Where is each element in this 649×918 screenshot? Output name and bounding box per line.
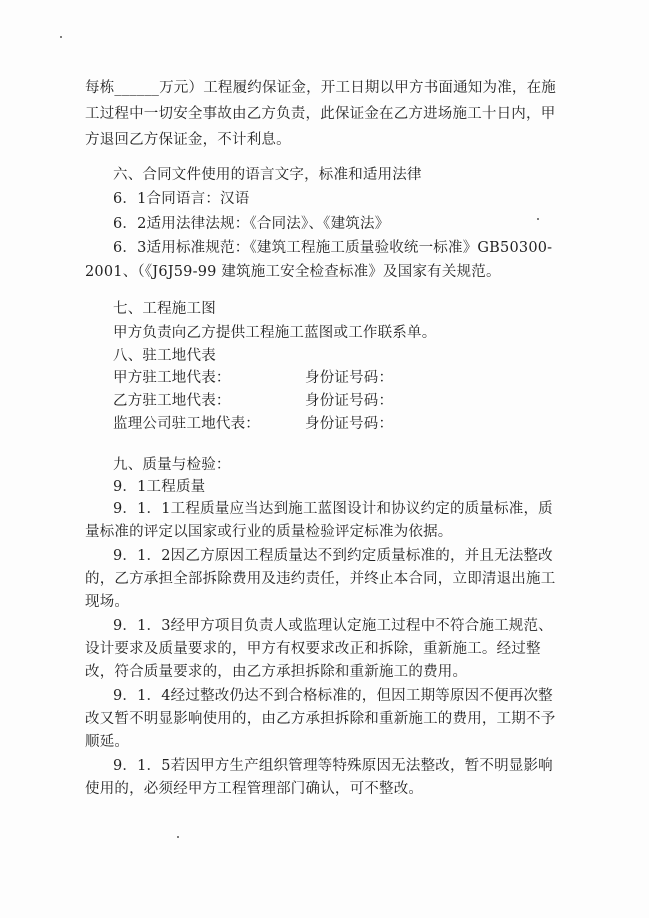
field-label: 甲方驻工地代表： <box>113 370 231 386</box>
field-label: 乙方驻工地代表： <box>113 393 231 409</box>
text-line: 设计要求及质量要求的，甲方有权要求改正和拆除，重新施工。经过整 <box>85 641 541 657</box>
field-label: 身份证号码： <box>305 416 394 432</box>
text-line: 现场。 <box>85 594 130 610</box>
field-label: 监理公司驻工地代表： <box>113 416 260 432</box>
text-line: 6．1合同语言：汉语 <box>113 191 250 207</box>
text-line: 9．1．3经甲方项目负责人或监理认定施工过程中不符合施工规范、 <box>113 618 553 634</box>
text-line: 6．2适用法律法规：《合同法》、《建筑法》 <box>113 216 390 232</box>
text-line: 使用的，必须经甲方工程管理部门确认，可不整改。 <box>85 781 424 797</box>
text-line: 9．1．5若因甲方生产组织管理等特殊原因无法整改，暂不明显影响 <box>113 758 553 774</box>
field-label: 身份证号码： <box>305 393 394 409</box>
scan-speck <box>60 36 62 38</box>
text-line: 工过程中一切安全事故由乙方负责，此保证金在乙方进场施工十日内，甲 <box>85 106 556 122</box>
section-heading: 七、工程施工图 <box>113 301 216 317</box>
section-heading: 八、驻工地代表 <box>113 348 216 364</box>
text-line: 2001、（《J6J59-99 建筑施工安全检查标准》及国家有关规范。 <box>85 264 501 280</box>
text-line: 甲方负责向乙方提供工程施工蓝图或工作联系单。 <box>113 325 437 341</box>
text-line: 改，符合质量要求的，由乙方承担拆除和重新施工的费用。 <box>85 664 468 680</box>
text-line: 的，乙方承担全部拆除费用及违约责任，并终止本合同，立即清退出施工 <box>85 571 556 587</box>
scan-speck <box>177 836 179 838</box>
text-line: 9．1．4经过整改仍达不到合格标准的，但因工期等原因不便再次整 <box>113 688 553 704</box>
text-line: 顺延。 <box>85 734 130 750</box>
scan-speck <box>537 218 539 220</box>
text-line: 改又暂不明显影响使用的，由乙方承担拆除和重新施工的费用，工期不予 <box>85 711 556 727</box>
field-label: 身份证号码： <box>305 370 394 386</box>
text-line: 9．1．1工程质量应当达到施工蓝图设计和协议约定的质量标准，质 <box>113 501 553 517</box>
text-line: 9．1工程质量 <box>113 479 206 495</box>
text-line: 量标准的评定以国家或行业的质量检验评定标准为依据。 <box>85 524 453 540</box>
text-line: 方退回乙方保证金，不计利息。 <box>85 132 291 148</box>
section-heading: 九、质量与检验： <box>113 457 231 473</box>
section-heading: 六、合同文件使用的语言文字，标准和适用法律 <box>113 167 422 183</box>
text-line: 9．1．2因乙方原因工程质量达不到约定质量标准的，并且无法整改 <box>113 548 553 564</box>
text-line: 每栋______万元）工程履约保证金，开工日期以甲方书面通知为准，在施 <box>85 80 556 96</box>
text-line: 6．3适用标准规范：《建筑工程施工质量验收统一标准》GB50300- <box>113 240 553 256</box>
